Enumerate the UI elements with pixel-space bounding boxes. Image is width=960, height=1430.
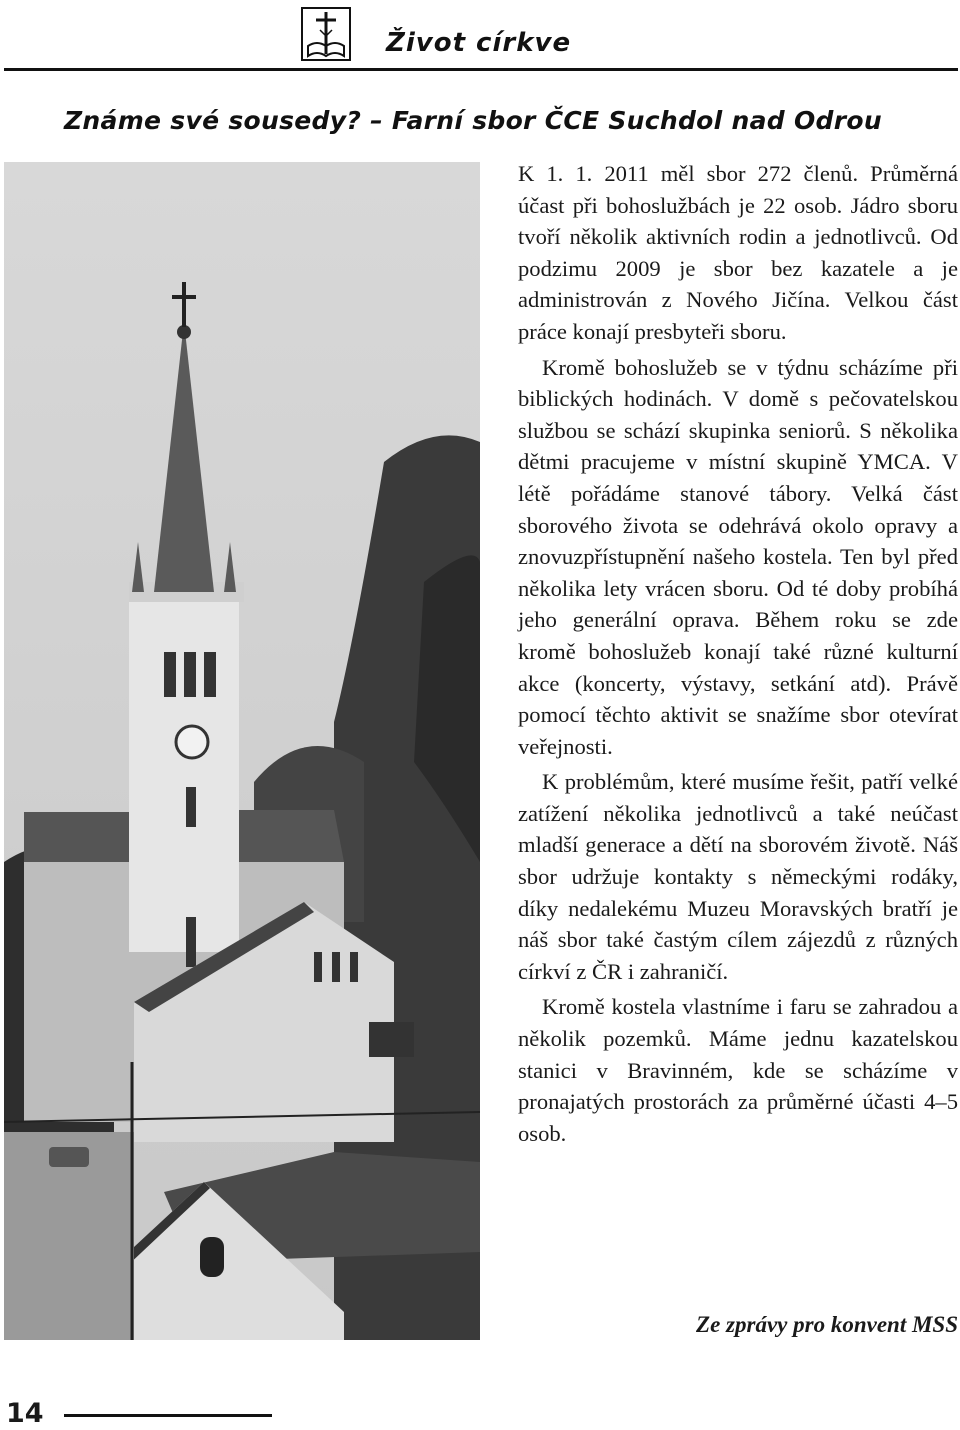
article-signature: Ze zprávy pro konvent MSS bbox=[696, 1312, 958, 1337]
article-paragraph: K 1. 1. 2011 měl sbor 272 členů. Průměrná účast při bohoslužbách je 22 osob. Jádro sboru tvoří několik aktivních rodin a jednotlivců. Od podzimu 2009 je sbor bez kazatele a je administrován z Nového Jičína. Velkou část práce konají presbyteři sboru. bbox=[518, 161, 958, 344]
footer-rule bbox=[64, 1414, 272, 1417]
article-paragraph: K problémům, které musíme řešit, patří velké zatížení několika jednotlivců a také neúčast mladší generace a dětí na sborovém životě. Náš sbor udržuje kontakty s německými rodáky, díky nedalekému Muzeu Moravských bratří je náš sbor také častým cílem zájezdů z různých církví z ČR i zahraničí. bbox=[518, 769, 958, 984]
article-body bbox=[518, 158, 958, 1153]
cross-book-icon bbox=[300, 6, 352, 62]
article-paragraph: Kromě bohoslužeb se v týdnu scházíme při biblických hodinách. V domě s pečovatelskou službou se schází skupinka seniorů. S několika dětmi pracujeme v místní skupině YMCA. V létě pořádáme stanové tábory. Velká část sborového života se odehrává okolo opravy a znovuzpřístupnění našeho kostela. Ten byl před několika lety vrácen sboru. Od té doby probíhá jeho generální oprava. Během roku se zde kromě bohoslužeb konají také různé kulturní akce (koncerty, výstavy, setkání atd). Právě pomocí těchto aktivit se snažíme sbor otevírat veřejnosti. bbox=[518, 354, 958, 759]
page-number: 14 bbox=[6, 1398, 44, 1429]
church-photo bbox=[4, 162, 480, 1340]
article-paragraph: Kromě kostela vlastníme i faru se zahradou a několik pozemků. Máme jednu kazatelskou stanici v Bravinném, kde se scházíme v pronajatých prostorách za průměrné účasti 4–5 osob. bbox=[518, 994, 958, 1146]
article-headline: Známe své sousedy? – Farní sbor ČCE Suchdol nad Odrou bbox=[64, 106, 882, 135]
section-title: Život církve bbox=[386, 28, 572, 58]
header-rule bbox=[4, 68, 958, 71]
